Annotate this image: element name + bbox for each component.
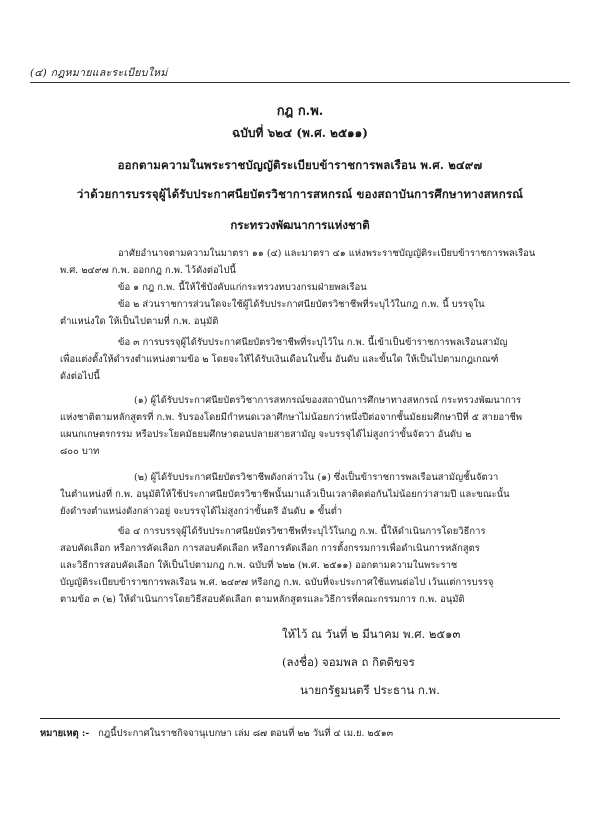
body-line: ยังดำรงตำแหน่งดังกล่าวอยู่ จะบรรจุได้ไม่สูงกว่าขั้นตรี อันดับ ๑ ขั้นต่ำ [60, 506, 343, 517]
subject-line: ว่าด้วยการบรรจุผู้ได้รับประกาศนียบัตรวิชาการสหกรณ์ ของสถาบันการศึกษาทางสหกรณ์ [76, 187, 524, 201]
note-divider [40, 718, 560, 719]
header-divider [30, 82, 570, 83]
body-line: ๘๐๐ บาท [60, 446, 100, 457]
note-label: หมายเหตุ :- [40, 728, 90, 739]
clause-1: ข้อ ๑ กฎ ก.พ. นี้ให้ใช้บังคับแก่กระทรวงทบวงกรมฝ่ายพลเรือน [118, 282, 367, 293]
body-line: แผนกเกษตรกรรม หรือประโยคมัธยมศึกษาตอนปลายสายสามัญ จะบรรจุได้ไม่สูงกว่าขั้นจัตวา อันดับ ๒ [60, 429, 472, 440]
clause-3: ข้อ ๓ การบรรจุผู้ได้รับประกาศนียบัตรวิชาชีพที่ระบุไว้ใน ก.พ. นี้เข้าเป็นข้าราชการพลเรือนสามัญ [118, 337, 508, 348]
running-header: (๔) กฎหมายและระเบียบใหม่ [30, 67, 168, 79]
body-line: ดังต่อไปนี้ [60, 371, 100, 382]
clause-2: ข้อ ๒ ส่วนราชการส่วนใดจะใช้ผู้ได้รับประกาศนียบัตรวิชาชีพที่ระบุไว้ในกฎ ก.พ. นี้ บรรจุใน [118, 299, 485, 310]
note-text: กฎนี้ประกาศในราชกิจจานุเบกษา เล่ม ๘๗ ตอนที่ ๒๒ วันที่ ๔ เม.ย. ๒๕๑๓ [98, 728, 394, 739]
signatory-position: นายกรัฐมนตรี ประธาน ก.พ. [300, 683, 440, 697]
clause-4: ข้อ ๔ การบรรจุผู้ได้รับประกาศนียบัตรวิชาชีพที่ระบุไว้ในกฎ ก.พ. นี้ให้ดำเนินการโดยวิธีการ [118, 526, 486, 537]
body-line: บัญญัติระเบียบข้าราชการพลเรือน พ.ศ. ๒๔๙๗ หรือกฎ ก.พ. ฉบับที่จะประกาศใช้แทนต่อไป เว้นแต่การบรรจุ [60, 577, 494, 588]
body-line: สอบคัดเลือก หรือการคัดเลือก การสอบคัดเลือก หรือการคัดเลือก การตั้งกรรมการเพื่อดำเนินการหลักสูตร [60, 543, 480, 554]
issued-under: ออกตามความในพระราชบัญญัติระเบียบข้าราชการพลเรือน พ.ศ. ๒๔๙๗ [117, 158, 483, 172]
document-title: กฎ ก.พ. [276, 104, 324, 119]
body-line: พ.ศ. ๒๔๙๗ ก.พ. ออกกฎ ก.พ. ไว้ดังต่อไปนี้ [60, 265, 236, 276]
body-line: ตามข้อ ๓ (๒) ให้ดำเนินการโดยวิธีสอบคัดเลือก ตามหลักสูตรและวิธีการที่คณะกรรมการ ก.พ. อนุมัติ [60, 594, 465, 605]
ministry-line: กระทรวงพัฒนาการแห่งชาติ [230, 218, 370, 232]
signing-date: ให้ไว้ ณ วันที่ ๒ มีนาคม พ.ศ. ๒๕๑๓ [282, 627, 461, 641]
body-line: และวิธีการสอบคัดเลือก ให้เป็นไปตามกฎ ก.พ. ฉบับที่ ๖๒๒ (พ.ศ. ๒๕๑๑) ออกตามความในพระราช [60, 560, 458, 571]
body-line: ตำแหน่งใด ให้เป็นไปตามที่ ก.พ. อนุมัติ [60, 316, 219, 327]
document-number: ฉบับที่ ๖๒๔ (พ.ศ. ๒๕๑๑) [232, 126, 368, 140]
body-line: อาศัยอำนาจตามความในมาตรา ๑๑ (๔) และมาตรา ๔๑ แห่งพระราชบัญญัติระเบียบข้าราชการพลเรือน [118, 248, 536, 259]
body-line: เพื่อแต่งตั้งให้ดำรงตำแหน่งตามข้อ ๒ โดยจะให้ได้รับเงินเดือนในขั้น อันดับ และขั้นใด ให้เป็นไปตามกฎเกณฑ์ [60, 354, 499, 365]
sub-clause-1: (๑) ผู้ได้รับประกาศนียบัตรวิชาการสหกรณ์ของสถาบันการศึกษาทางสหกรณ์ กระทรวงพัฒนาการ [134, 395, 522, 406]
body-line: แห่งชาติตามหลักสูตรที่ ก.พ. รับรองโดยมีกำหนดเวลาศึกษาไม่น้อยกว่าหนึ่งปีต่อจากชั้นมัธยมศึกษาปีที่ ๕ สายอาชีพ [60, 412, 523, 423]
sub-clause-2: (๒) ผู้ได้รับประกาศนียบัตรวิชาชีพดังกล่าวใน (๑) ซึ่งเป็นข้าราชการพลเรือนสามัญชั้นจัตวา [134, 472, 499, 483]
body-line: ในตำแหน่งที่ ก.พ. อนุมัติให้ใช้ประกาศนียบัตรวิชาชีพนั้นมาแล้วเป็นเวลาติดต่อกันไม่น้อยกว่าสามปี และขณะนั้น [60, 489, 510, 500]
signatory: (ลงชื่อ) จอมพล ถ กิตติขจร [282, 655, 415, 669]
footnote [40, 726, 393, 741]
